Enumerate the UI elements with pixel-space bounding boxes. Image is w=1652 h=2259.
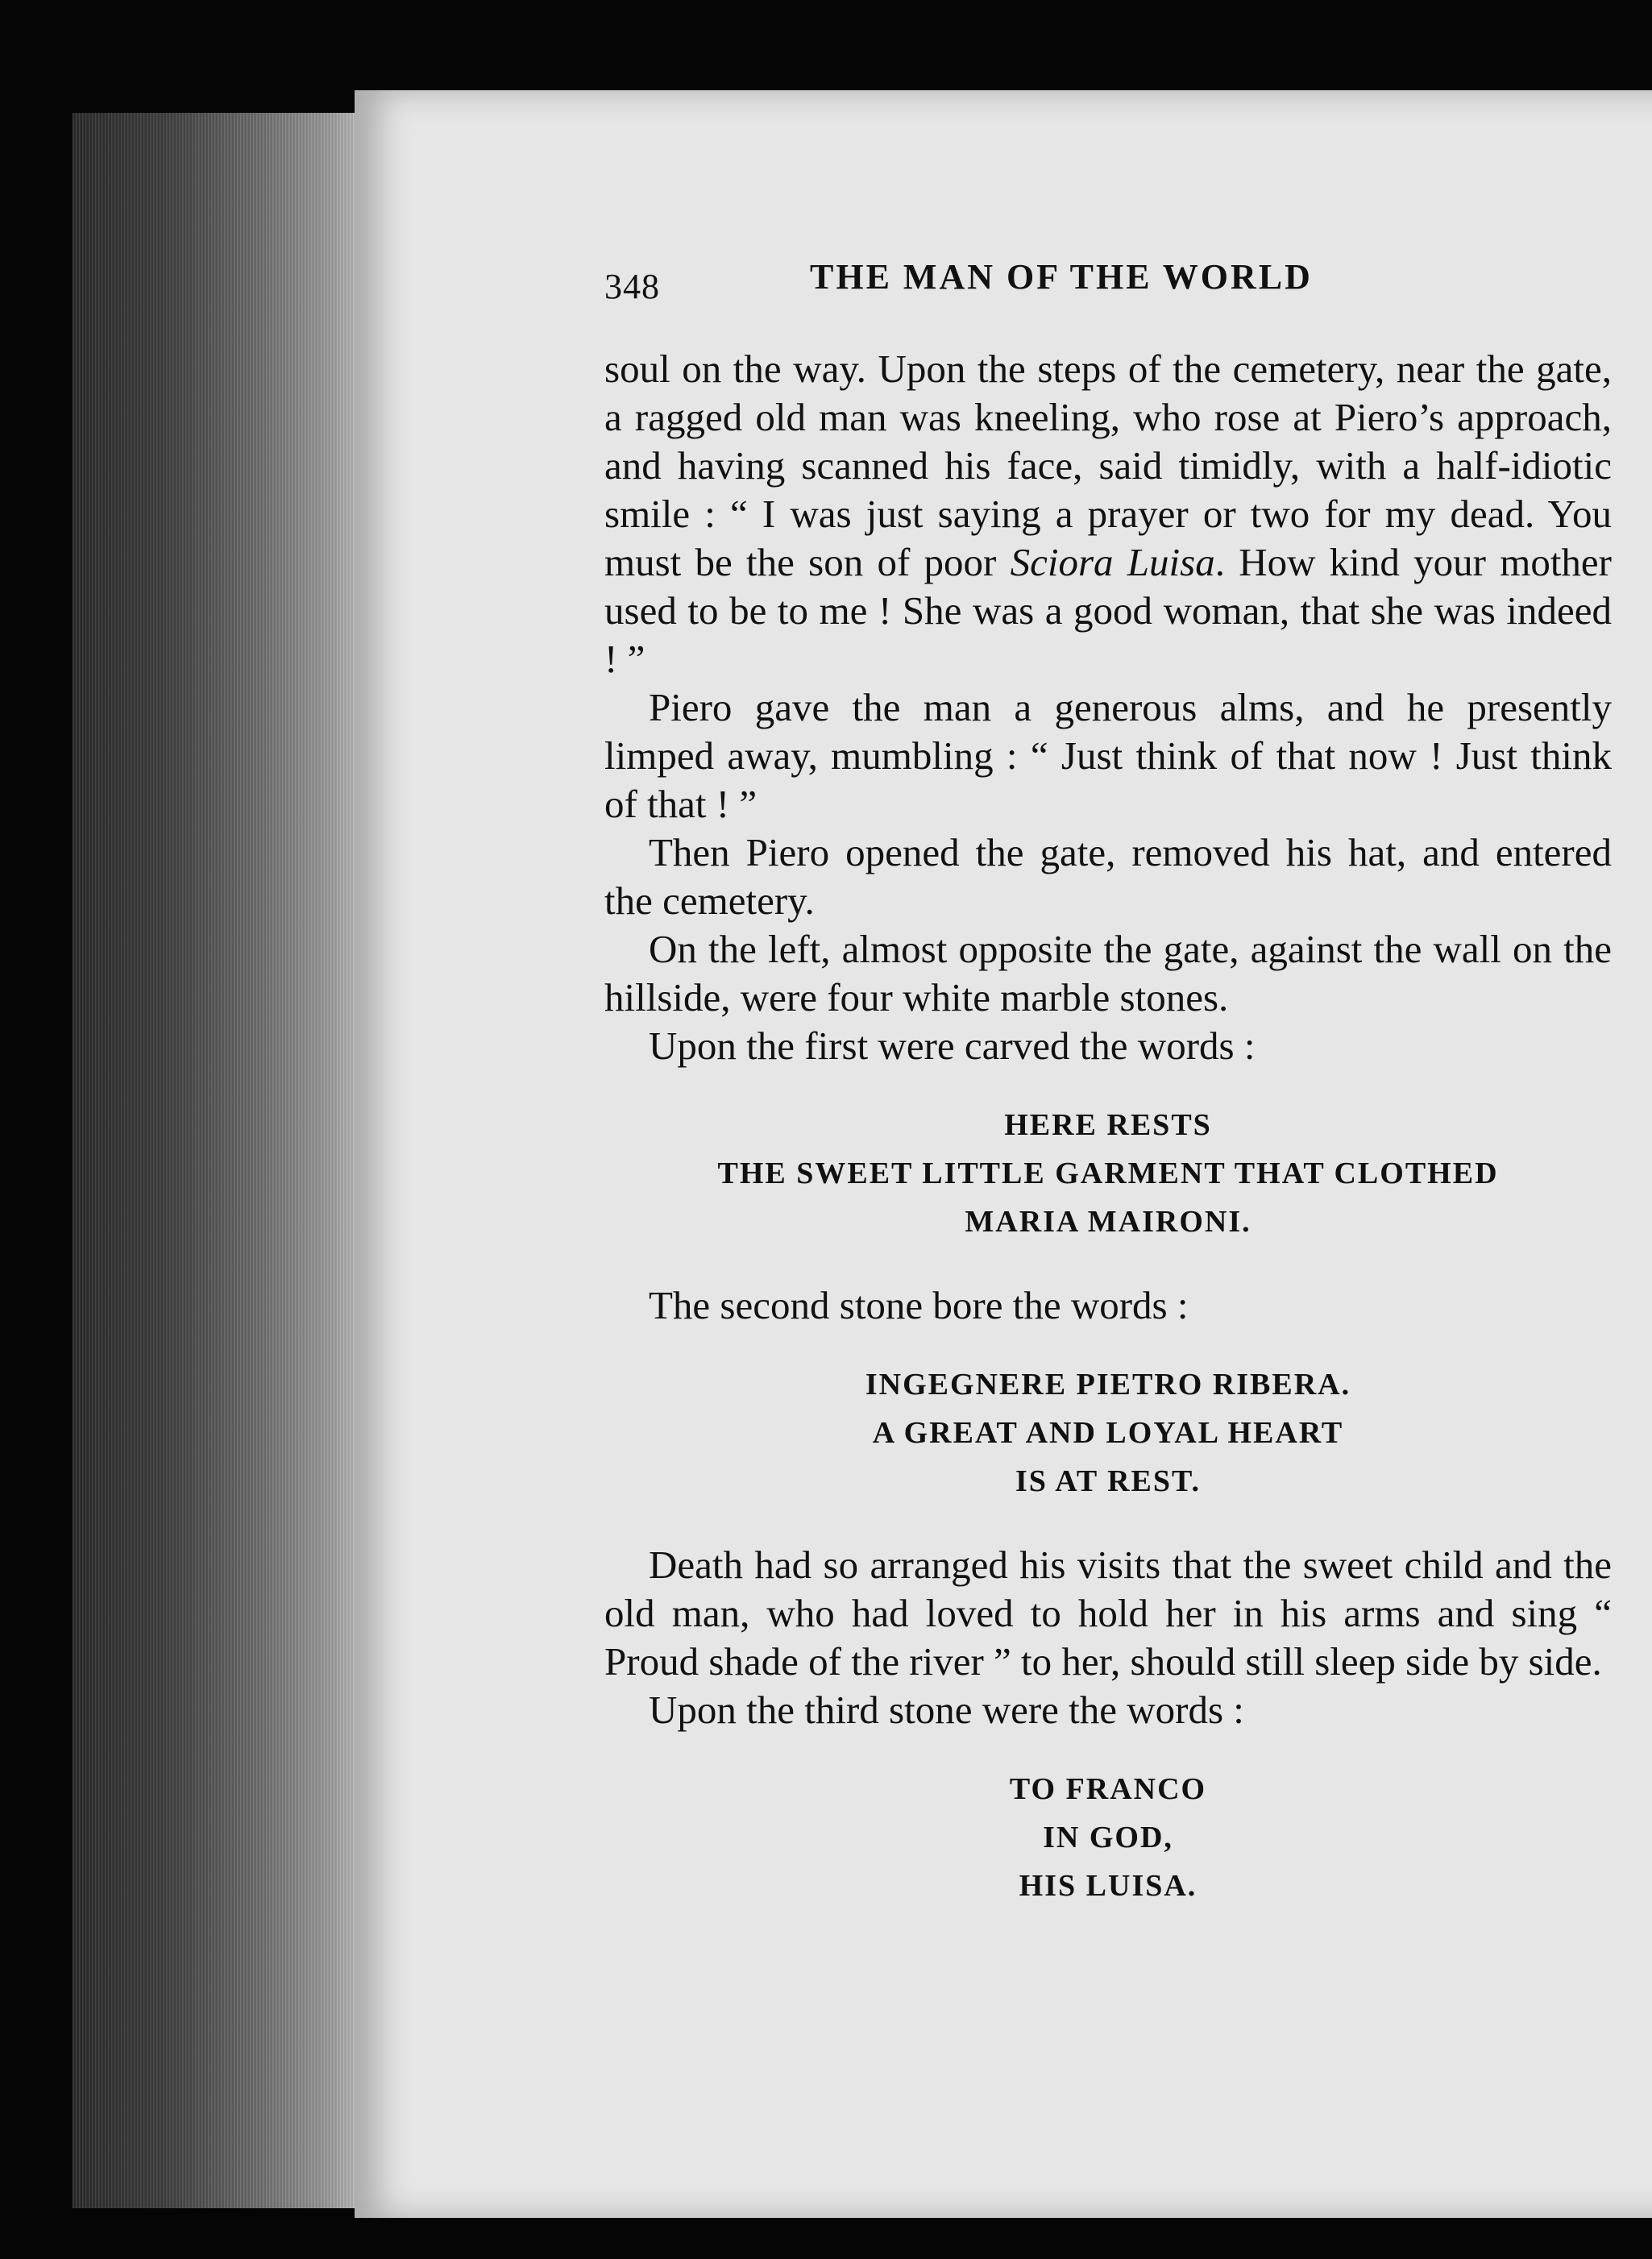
paragraph-5: Upon the first were carved the words : [649, 1024, 1256, 1068]
inscription-third-stone [604, 1765, 1612, 1910]
paragraph-3: Then Piero opened the gate, removed his hat, and entered the cemetery. [604, 830, 1612, 923]
inscription-line: IN GOD, [1043, 1821, 1173, 1854]
inscription-line: TO FRANCO [1009, 1772, 1207, 1806]
paragraph-7: Death had so arranged his visits that the sweet child and the old man, who had loved to hold her in his arms and sing “ Proud shade of the river ” to her, should still sleep side by side. [604, 1543, 1612, 1684]
running-title: THE MAN OF THE WORLD [810, 257, 1313, 297]
page-text [604, 345, 1612, 1945]
paragraph-4: On the left, almost opposite the gate, against the wall on the hillside, were four white marble stones. [604, 927, 1612, 1019]
inscription-line: A GREAT AND LOYAL HEART [872, 1416, 1344, 1450]
inscription-line: MARIA MAIRONI. [965, 1205, 1251, 1239]
paragraph-8: Upon the third stone were the words : [649, 1688, 1244, 1732]
paragraph-2: Piero gave the man a generous alms, and he presently limped away, mumbling : “ Just think of that now ! Just think of that ! ” [604, 685, 1612, 826]
paragraph-1-text: soul on the way. Upon the steps of the cemetery, near the gate, a ragged old man was kneeling, who rose at Piero’s approach, and having scanned his face, said timidly, with a half-idiotic smile : “ I was just saying a prayer or two for my dead. You must be the son of poor [604, 347, 1612, 584]
inscription-line: INGEGNERE PIETRO RIBERA. [865, 1368, 1351, 1401]
paragraph-6: The second stone bore the words : [649, 1283, 1189, 1327]
running-head [604, 256, 1410, 305]
inscription-first-stone [604, 1101, 1612, 1246]
inscription-second-stone [604, 1360, 1612, 1505]
inscription-line: HERE RESTS [1004, 1108, 1212, 1142]
inscription-line: IS AT REST. [1015, 1464, 1202, 1498]
paragraph-1 [604, 345, 1612, 683]
paragraph-1-end: . How kind your mother used to be to me ! She was a good woman, that she was indeed ! ” [604, 540, 1612, 681]
inscription-line: HIS LUISA. [1019, 1869, 1197, 1903]
paragraph-1-italic: Sciora Luisa [1010, 540, 1215, 584]
inscription-line: THE SWEET LITTLE GARMENT THAT CLOTHED [717, 1156, 1499, 1190]
book-page-edges [73, 113, 372, 2208]
page-number: 348 [604, 267, 660, 306]
